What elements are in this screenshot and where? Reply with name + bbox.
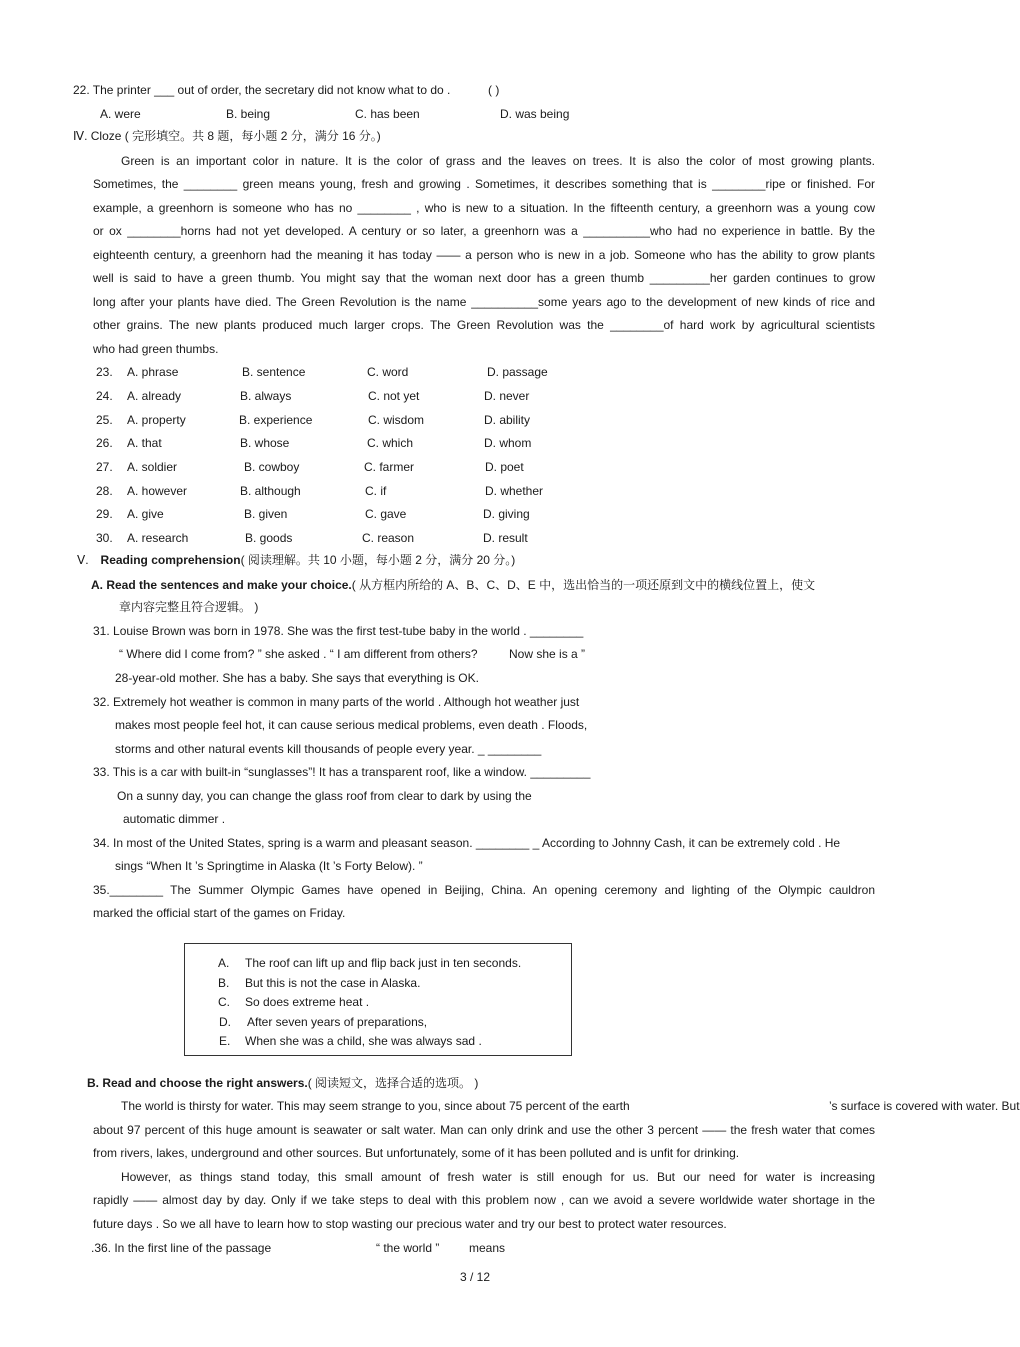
box-option-d-text: After seven years of preparations,	[247, 1015, 428, 1029]
q31-line-3: 28-year-old mother. She has a baby. She says that everything is OK.	[115, 671, 479, 685]
choice-row-30-b: B. goods	[245, 531, 293, 545]
cloze-line-6: well is said to have a green thumb. You might say that the woman next door has a green thumb _________her garden continues to grow	[93, 271, 875, 285]
box-option-a-text: The roof can lift up and flip back just in ten seconds.	[245, 956, 522, 970]
cloze-line-2: Sometimes, the ________ green means young, fresh and growing . Sometimes, it describes something that is ________ripe or finished. For	[93, 177, 875, 191]
choice-row-28-d: D. whether	[485, 484, 544, 498]
q33-line-1: 33. This is a car with built-in “sunglasses”! It has a transparent roof, like a window. _________	[93, 765, 591, 779]
q33-line-3: automatic dimmer .	[123, 812, 226, 826]
choice-row-29-num: 29.	[96, 507, 113, 521]
q22-option-d: D. was being	[500, 107, 570, 121]
choice-row-25-a: A. property	[127, 413, 186, 427]
part-b-p2-line-2: rapidly —— almost day by day. Only if we take steps to deal with this problem now , can we avoid a severe worldwide water shortage in the	[93, 1193, 875, 1207]
q32-line-3: storms and other natural events kill thousands of people every year. _ ________	[115, 742, 542, 756]
choice-row-24-c: C. not yet	[368, 389, 420, 403]
choice-row-23-d: D. passage	[487, 365, 548, 379]
cloze-line-5: eighteenth century, a greenhorn had the meaning it has today —— a person who is new in a job. Someone who has the ability to grow plants	[93, 248, 875, 262]
q33-line-2: On a sunny day, you can change the glass roof from clear to dark by using the	[117, 789, 532, 803]
q34-line-1: 34. In most of the United States, spring is a warm and pleasant season. ________ _ According to Johnny Cash, it can be extremely cold . He	[93, 836, 841, 850]
choice-row-30-num: 30.	[96, 531, 113, 545]
choice-row-26-a: A. that	[127, 436, 162, 450]
section-5-heading	[77, 552, 515, 568]
q22-option-c: C. has been	[355, 107, 420, 121]
part-a-heading-line-2: 章内容完整且符合逻辑。 )	[119, 600, 259, 614]
q35-line-2: marked the official start of the games on Friday.	[93, 906, 346, 920]
part-b-p1-overflow: ’s surface is covered with water. But	[829, 1099, 1020, 1113]
part-b-heading	[87, 1075, 478, 1091]
box-option-b-text: But this is not the case in Alaska.	[245, 976, 421, 990]
choice-row-23-num: 23.	[96, 365, 113, 379]
part-a-instructions: ( 从方框内所给的 A、B、C、D、E 中，选出恰当的一项还原到文中的横线位置上，使文	[351, 578, 816, 592]
box-option-c-text: So does extreme heat .	[245, 995, 370, 1009]
choice-row-26-c: C. which	[367, 436, 414, 450]
choice-row-29-d: D. giving	[483, 507, 530, 521]
choice-row-29-a: A. give	[127, 507, 164, 521]
box-option-e-letter: E.	[219, 1034, 231, 1048]
choice-row-27-c: C. farmer	[364, 460, 415, 474]
cloze-line-7: long after your plants have died. The Green Revolution is the name __________some years ago to the development of new kinds of rice and	[93, 295, 875, 309]
choice-row-25-d: D. ability	[484, 413, 531, 427]
q36-means: means	[469, 1241, 506, 1255]
q31-overlap: Now she is a ”	[509, 647, 586, 661]
section-4-heading: Ⅳ. Cloze ( 完形填空。共 8 题，每小题 2 分，满分 16 分。)	[73, 129, 381, 143]
q31-line-2: “ Where did I come from? ” she asked . “ I am different from others?	[119, 647, 478, 661]
choice-row-23-b: B. sentence	[242, 365, 306, 379]
choice-row-30-c: C. reason	[362, 531, 415, 545]
choice-row-23-c: C. word	[367, 365, 409, 379]
section-5-instructions: ( 阅读理解。共 10 小题，每小题 2 分，满分 20 分。)	[240, 553, 516, 567]
choice-row-24-d: D. never	[484, 389, 530, 403]
part-b-p1-line-3: from rivers, lakes, underground and other sources. But unfortunately, some of it has been polluted and is unfit for drinking.	[93, 1146, 740, 1160]
choice-row-25-c: C. wisdom	[368, 413, 425, 427]
choice-row-25-b: B. experience	[239, 413, 313, 427]
page-number: 3 / 12	[459, 1270, 491, 1284]
options-box	[184, 943, 572, 1056]
q22-option-a: A. were	[100, 107, 141, 121]
section-5-num: Ⅴ.	[77, 553, 89, 567]
q32-line-2: makes most people feel hot, it can cause serious medical problems, even death . Floods,	[115, 718, 588, 732]
cloze-line-9: who had green thumbs.	[93, 342, 219, 356]
choice-row-30-a: A. research	[127, 531, 189, 545]
box-option-c-letter: C.	[218, 995, 230, 1009]
choice-row-27-b: B. cowboy	[244, 460, 300, 474]
q32-line-1: 32. Extremely hot weather is common in many parts of the world . Although hot weather just	[93, 695, 580, 709]
box-option-a-letter: A.	[218, 956, 230, 970]
part-b-title: B. Read and choose the right answers.	[87, 1076, 308, 1090]
cloze-line-8: other grains. The new plants produced much larger crops. The Green Revolution was the ________of hard work by agricultural scientists	[93, 318, 875, 332]
q34-line-2: sings “When It ’s Springtime in Alaska (It ’s Forty Below). ”	[115, 859, 423, 873]
q35-line-1: 35.________ The Summer Olympic Games have opened in Beijing, China. An opening ceremony and lighting of the Olympic cauldron	[93, 883, 875, 897]
choice-row-25-num: 25.	[96, 413, 113, 427]
choice-row-28-num: 28.	[96, 484, 113, 498]
choice-row-24-num: 24.	[96, 389, 113, 403]
choice-row-28-a: A. however	[127, 484, 188, 498]
choice-row-26-b: B. whose	[240, 436, 290, 450]
choice-row-30-d: D. result	[483, 531, 528, 545]
q22-stem: 22. The printer ___ out of order, the secretary did not know what to do .	[73, 83, 451, 97]
part-b-instructions: ( 阅读短文，选择合适的选项。 )	[307, 1076, 479, 1090]
choice-row-24-a: A. already	[127, 389, 182, 403]
q31-line-1: 31. Louise Brown was born in 1978. She was the first test-tube baby in the world . ________	[93, 624, 584, 638]
cloze-line-4: or ox ________horns had not yet developed. A century or so later, a greenhorn was a __________who had no experience in battle. By the	[93, 224, 875, 238]
box-option-b-letter: B.	[218, 976, 230, 990]
choice-row-27-d: D. poet	[485, 460, 524, 474]
q22-answer-paren: ( )	[488, 83, 500, 97]
choice-row-26-d: D. whom	[484, 436, 532, 450]
choice-row-28-b: B. although	[240, 484, 301, 498]
part-b-p1-line-1: The world is thirsty for water. This may seem strange to you, since about 75 percent of the earth	[121, 1099, 630, 1113]
cloze-line-1: Green is an important color in nature. It is the color of grass and the leaves on trees. It is also the color of most growing plants.	[121, 154, 875, 168]
part-b-p2-line-3: future days . So we all have to learn how to stop wasting our precious water and try our best to protect water resources.	[93, 1217, 727, 1231]
choice-row-29-c: C. gave	[365, 507, 407, 521]
part-a-title: A. Read the sentences and make your choice.	[91, 578, 352, 592]
choice-row-27-a: A. soldier	[127, 460, 178, 474]
choice-row-28-c: C. if	[365, 484, 387, 498]
box-option-e-text: When she was a child, she was always sad .	[245, 1034, 482, 1048]
part-b-p1-line-2: about 97 percent of this huge amount is seawater or salt water. Man can only drink and use the other 3 percent —— the fresh water that comes	[93, 1123, 875, 1137]
cloze-line-3: example, a greenhorn is someone who has no ________ , who is new to a situation. In the fifteenth century, a greenhorn was a young cow	[93, 201, 875, 215]
part-b-p2-line-1: However, as things stand today, this small amount of fresh water is still enough for us. But our need for water is increasing	[121, 1170, 875, 1184]
choice-row-29-b: B. given	[244, 507, 288, 521]
choice-row-27-num: 27.	[96, 460, 113, 474]
q36-stem: .36. In the first line of the passage	[91, 1241, 272, 1255]
box-option-d-letter: D.	[219, 1015, 231, 1029]
part-a-heading	[91, 577, 815, 593]
q36-quote: “ the world ”	[376, 1241, 440, 1255]
choice-row-24-b: B. always	[240, 389, 292, 403]
section-5-title: Reading comprehension	[100, 553, 241, 567]
choice-row-23-a: A. phrase	[127, 365, 179, 379]
choice-row-26-num: 26.	[96, 436, 113, 450]
q22-option-b: B. being	[226, 107, 271, 121]
